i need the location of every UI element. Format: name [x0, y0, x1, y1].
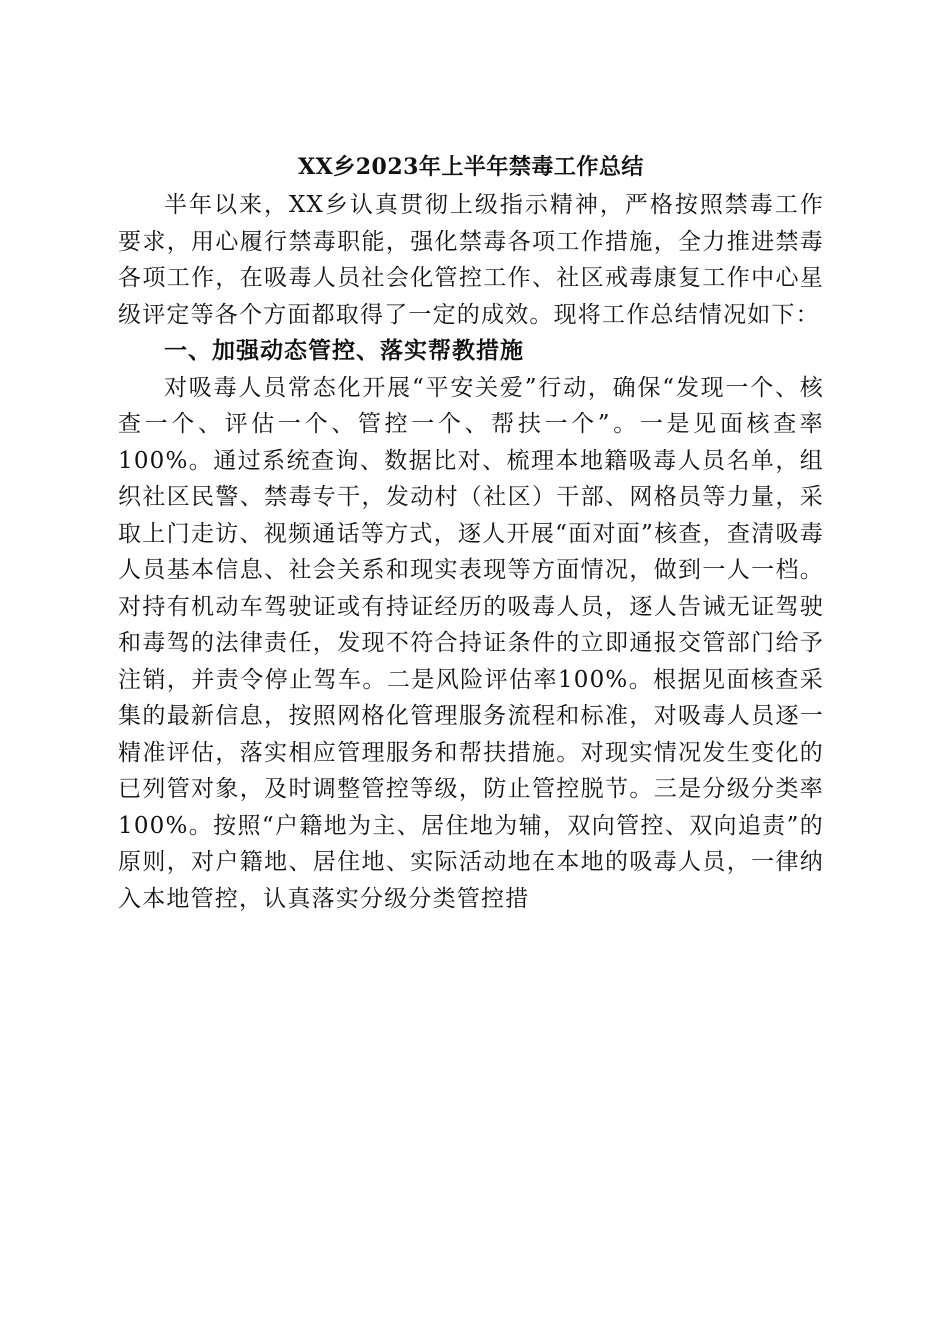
section-1-heading: 一、加强动态管控、落实帮教措施 [164, 337, 524, 364]
document-title: XX乡2023年上半年禁毒工作总结 [298, 154, 644, 180]
intro-paragraph: 半年以来，XX乡认真贯彻上级指示精神，严格按照禁毒工作要求，用心履行禁毒职能，强化禁毒各项工作措施，全力推进禁毒各项工作，在吸毒人员社会化管控工作、社区戒毒康复工作中心星级评定等各个方面都取得了一定的成效。现将工作总结情况如下： [118, 192, 824, 328]
section-1-paragraph: 对吸毒人员常态化开展“平安关爱”行动，确保“发现一个、核查一个、评估一个、管控一个、帮扶一个”。一是见面核查率100%。通过系统查询、数据比对、梳理本地籍吸毒人员名单，组织社区民警、禁毒专干，发动村（社区）干部、网格员等力量，采取上门走访、视频通话等方式，逐人开展“面对面”核查，查清吸毒人员基本信息、社会关系和现实表现等方面情况，做到一人一档。对持有机动车驾驶证或有持证经历的吸毒人员，逐人告诫无证驾驶和毒驾的法律责任，发现不符合持证条件的立即通报交管部门给予注销，并责令停止驾车。二是风险评估率100%。根据见面核查采集的最新信息，按照网格化管理服务流程和标准，对吸毒人员逐一精准评估，落实相应管理服务和帮扶措施。对现实情况发生变化的已列管对象，及时调整管控等级，防止管控脱节。三是分级分类率100%。按照“户籍地为主、居住地为辅，双向管控、双向追责”的原则，对户籍地、居住地、实际活动地在本地的吸毒人员，一律纳入本地管控，认真落实分级分类管控措 [118, 374, 824, 912]
document-body [118, 153, 824, 917]
